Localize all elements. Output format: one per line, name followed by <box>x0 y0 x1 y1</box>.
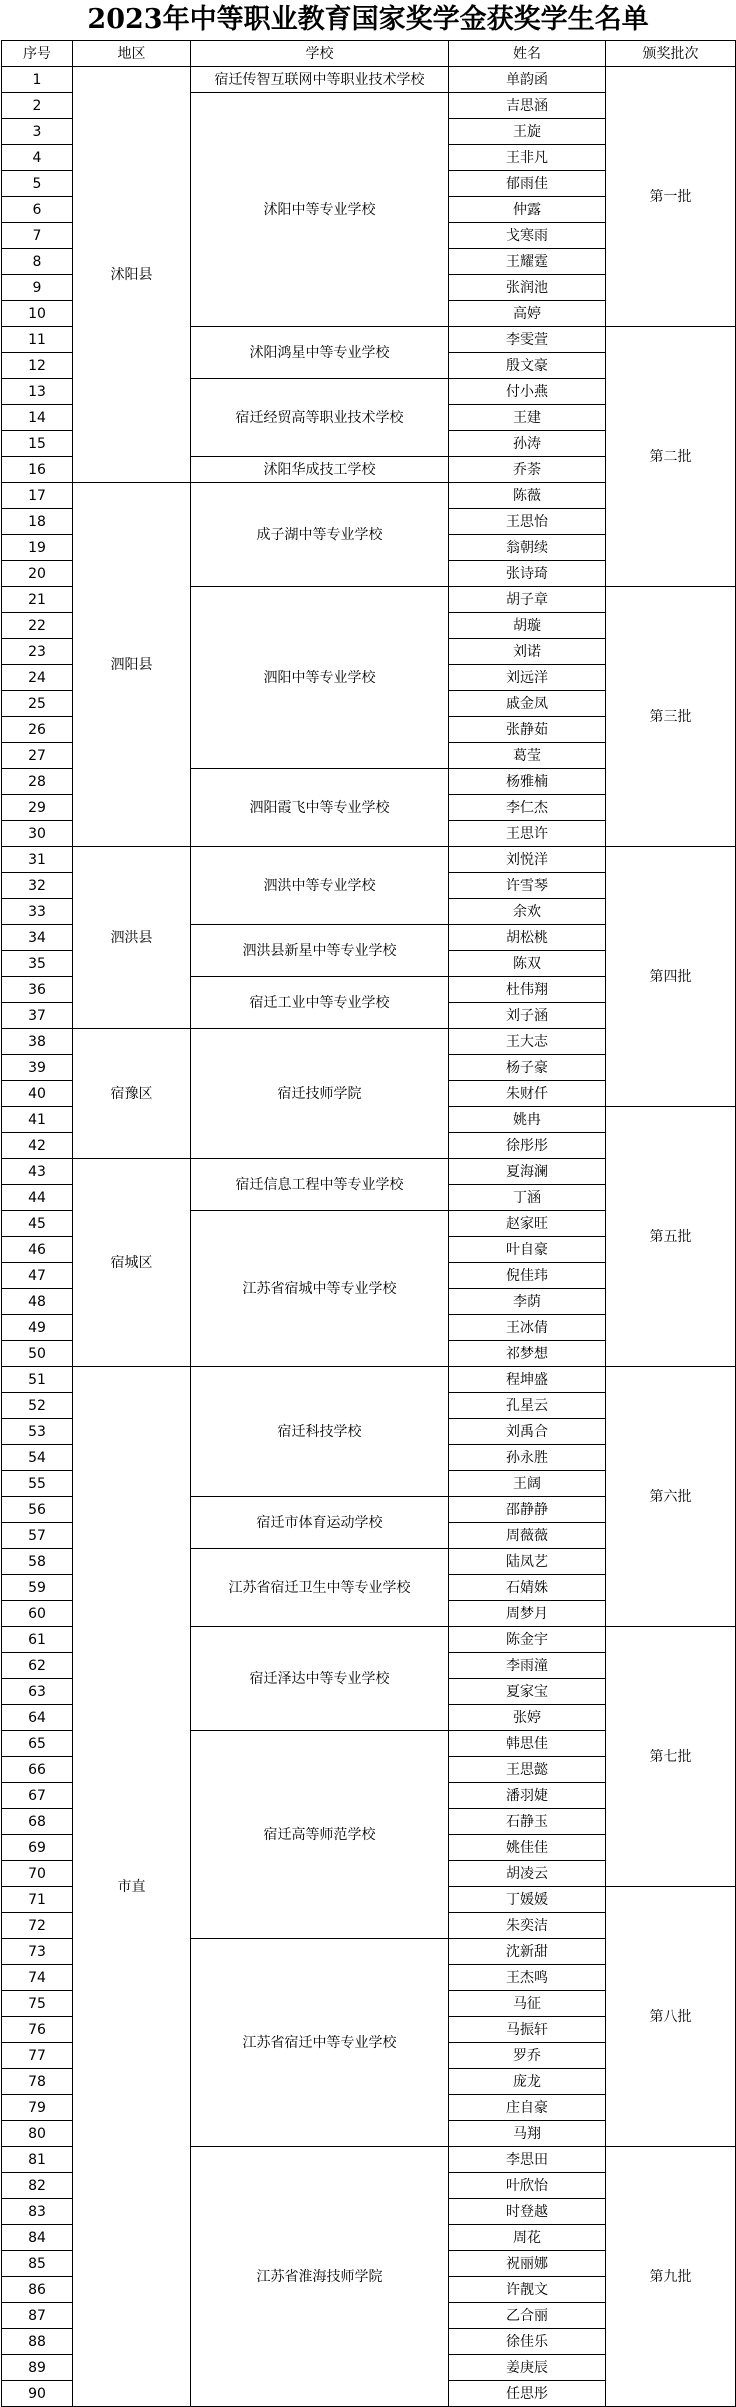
school-cell: 沭阳鸿星中等专业学校 <box>191 327 449 379</box>
seq-cell: 90 <box>2 2381 73 2407</box>
student-name-cell: 陈金宇 <box>449 1627 606 1653</box>
student-name-cell: 徐彤彤 <box>449 1133 606 1159</box>
school-cell: 泗洪县新星中等专业学校 <box>191 925 449 977</box>
student-name-cell: 许靓文 <box>449 2277 606 2303</box>
seq-cell: 24 <box>2 665 73 691</box>
student-name-cell: 刘禹合 <box>449 1419 606 1445</box>
seq-cell: 60 <box>2 1601 73 1627</box>
seq-cell: 68 <box>2 1809 73 1835</box>
student-name-cell: 许雪琴 <box>449 873 606 899</box>
seq-cell: 77 <box>2 2043 73 2069</box>
seq-cell: 70 <box>2 1861 73 1887</box>
seq-cell: 81 <box>2 2147 73 2173</box>
seq-cell: 73 <box>2 1939 73 1965</box>
student-name-cell: 庞龙 <box>449 2069 606 2095</box>
seq-cell: 28 <box>2 769 73 795</box>
table-header-row <box>2 41 736 67</box>
student-name-cell: 张诗琦 <box>449 561 606 587</box>
seq-cell: 18 <box>2 509 73 535</box>
table-row <box>2 1367 736 1393</box>
seq-cell: 41 <box>2 1107 73 1133</box>
seq-cell: 56 <box>2 1497 73 1523</box>
seq-cell: 17 <box>2 483 73 509</box>
seq-cell: 48 <box>2 1289 73 1315</box>
seq-cell: 75 <box>2 1991 73 2017</box>
seq-cell: 64 <box>2 1705 73 1731</box>
student-name-cell: 马征 <box>449 1991 606 2017</box>
school-cell: 宿迁经贸高等职业技术学校 <box>191 379 449 457</box>
student-name-cell: 马振轩 <box>449 2017 606 2043</box>
student-name-cell: 祝丽娜 <box>449 2251 606 2277</box>
student-name-cell: 刘悦洋 <box>449 847 606 873</box>
student-name-cell: 付小燕 <box>449 379 606 405</box>
student-name-cell: 石静玉 <box>449 1809 606 1835</box>
student-name-cell: 王非凡 <box>449 145 606 171</box>
student-name-cell: 乙合丽 <box>449 2303 606 2329</box>
table-row <box>2 847 736 873</box>
student-name-cell: 张婷 <box>449 1705 606 1731</box>
seq-cell: 15 <box>2 431 73 457</box>
seq-cell: 79 <box>2 2095 73 2121</box>
student-name-cell: 周花 <box>449 2225 606 2251</box>
school-cell: 江苏省淮海技师学院 <box>191 2147 449 2407</box>
student-name-cell: 马翔 <box>449 2121 606 2147</box>
region-cell: 沭阳县 <box>73 67 191 483</box>
student-name-cell: 叶自豪 <box>449 1237 606 1263</box>
student-name-cell: 庄自豪 <box>449 2095 606 2121</box>
seq-cell: 61 <box>2 1627 73 1653</box>
student-name-cell: 叶欣怡 <box>449 2173 606 2199</box>
school-cell: 宿迁科技学校 <box>191 1367 449 1497</box>
seq-cell: 33 <box>2 899 73 925</box>
student-name-cell: 刘子涵 <box>449 1003 606 1029</box>
student-name-cell: 戈寒雨 <box>449 223 606 249</box>
student-name-cell: 胡璇 <box>449 613 606 639</box>
student-name-cell: 余欢 <box>449 899 606 925</box>
student-name-cell: 仲露 <box>449 197 606 223</box>
seq-cell: 20 <box>2 561 73 587</box>
header-seq: 序号 <box>2 41 73 67</box>
seq-cell: 26 <box>2 717 73 743</box>
header-batch: 颁奖批次 <box>606 41 736 67</box>
batch-cell: 第五批 <box>606 1107 736 1367</box>
seq-cell: 47 <box>2 1263 73 1289</box>
student-name-cell: 周梦月 <box>449 1601 606 1627</box>
seq-cell: 32 <box>2 873 73 899</box>
seq-cell: 88 <box>2 2329 73 2355</box>
student-name-cell: 李雯萱 <box>449 327 606 353</box>
school-cell: 宿迁传智互联网中等职业技术学校 <box>191 67 449 93</box>
student-name-cell: 李仁杰 <box>449 795 606 821</box>
seq-cell: 69 <box>2 1835 73 1861</box>
batch-cell: 第三批 <box>606 587 736 847</box>
seq-cell: 27 <box>2 743 73 769</box>
seq-cell: 5 <box>2 171 73 197</box>
student-name-cell: 周薇薇 <box>449 1523 606 1549</box>
student-name-cell: 朱奕洁 <box>449 1913 606 1939</box>
school-cell: 泗阳霞飞中等专业学校 <box>191 769 449 847</box>
school-cell: 成子湖中等专业学校 <box>191 483 449 587</box>
student-name-cell: 单韵函 <box>449 67 606 93</box>
student-name-cell: 丁涵 <box>449 1185 606 1211</box>
school-cell: 宿迁工业中等专业学校 <box>191 977 449 1029</box>
student-name-cell: 徐佳乐 <box>449 2329 606 2355</box>
seq-cell: 44 <box>2 1185 73 1211</box>
student-name-cell: 张润池 <box>449 275 606 301</box>
batch-cell: 第一批 <box>606 67 736 327</box>
student-name-cell: 夏家宝 <box>449 1679 606 1705</box>
seq-cell: 42 <box>2 1133 73 1159</box>
student-name-cell: 姚佳佳 <box>449 1835 606 1861</box>
seq-cell: 86 <box>2 2277 73 2303</box>
seq-cell: 46 <box>2 1237 73 1263</box>
student-name-cell: 任思彤 <box>449 2381 606 2407</box>
student-name-cell: 胡松桃 <box>449 925 606 951</box>
student-name-cell: 孙永胜 <box>449 1445 606 1471</box>
student-name-cell: 李思田 <box>449 2147 606 2173</box>
school-cell: 宿迁泽达中等专业学校 <box>191 1627 449 1731</box>
region-cell: 泗阳县 <box>73 483 191 847</box>
seq-cell: 19 <box>2 535 73 561</box>
student-name-cell: 祁梦想 <box>449 1341 606 1367</box>
school-cell: 宿迁高等师范学校 <box>191 1731 449 1939</box>
seq-cell: 9 <box>2 275 73 301</box>
student-name-cell: 王建 <box>449 405 606 431</box>
student-name-cell: 王思懿 <box>449 1757 606 1783</box>
student-name-cell: 李雨潼 <box>449 1653 606 1679</box>
seq-cell: 6 <box>2 197 73 223</box>
seq-cell: 67 <box>2 1783 73 1809</box>
seq-cell: 85 <box>2 2251 73 2277</box>
seq-cell: 22 <box>2 613 73 639</box>
student-name-cell: 孙涛 <box>449 431 606 457</box>
winner-list-table <box>1 40 736 2407</box>
seq-cell: 40 <box>2 1081 73 1107</box>
student-name-cell: 李荫 <box>449 1289 606 1315</box>
school-cell: 宿迁技师学院 <box>191 1029 449 1159</box>
student-name-cell: 朱财仟 <box>449 1081 606 1107</box>
student-name-cell: 邵静静 <box>449 1497 606 1523</box>
seq-cell: 59 <box>2 1575 73 1601</box>
student-name-cell: 姚冉 <box>449 1107 606 1133</box>
student-name-cell: 王旋 <box>449 119 606 145</box>
batch-cell: 第七批 <box>606 1627 736 1887</box>
student-name-cell: 吉思涵 <box>449 93 606 119</box>
seq-cell: 25 <box>2 691 73 717</box>
student-name-cell: 倪佳玮 <box>449 1263 606 1289</box>
seq-cell: 52 <box>2 1393 73 1419</box>
seq-cell: 3 <box>2 119 73 145</box>
seq-cell: 31 <box>2 847 73 873</box>
student-name-cell: 夏海澜 <box>449 1159 606 1185</box>
student-name-cell: 戚金凤 <box>449 691 606 717</box>
student-name-cell: 潘羽婕 <box>449 1783 606 1809</box>
seq-cell: 54 <box>2 1445 73 1471</box>
student-name-cell: 高婷 <box>449 301 606 327</box>
page-title: 2023年中等职业教育国家奖学金获奖学生名单 <box>87 4 649 35</box>
student-name-cell: 丁媛媛 <box>449 1887 606 1913</box>
student-name-cell: 杜伟翔 <box>449 977 606 1003</box>
seq-cell: 12 <box>2 353 73 379</box>
student-name-cell: 刘远洋 <box>449 665 606 691</box>
school-cell: 江苏省宿迁卫生中等专业学校 <box>191 1549 449 1627</box>
seq-cell: 8 <box>2 249 73 275</box>
seq-cell: 58 <box>2 1549 73 1575</box>
student-name-cell: 杨子豪 <box>449 1055 606 1081</box>
seq-cell: 53 <box>2 1419 73 1445</box>
seq-cell: 71 <box>2 1887 73 1913</box>
student-name-cell: 沈新甜 <box>449 1939 606 1965</box>
student-name-cell: 翁朝续 <box>449 535 606 561</box>
student-name-cell: 时登越 <box>449 2199 606 2225</box>
student-name-cell: 王杰鸣 <box>449 1965 606 1991</box>
school-cell: 泗洪中等专业学校 <box>191 847 449 925</box>
header-school: 学校 <box>191 41 449 67</box>
student-name-cell: 刘诺 <box>449 639 606 665</box>
student-name-cell: 郁雨佳 <box>449 171 606 197</box>
seq-cell: 76 <box>2 2017 73 2043</box>
seq-cell: 51 <box>2 1367 73 1393</box>
seq-cell: 72 <box>2 1913 73 1939</box>
seq-cell: 65 <box>2 1731 73 1757</box>
seq-cell: 55 <box>2 1471 73 1497</box>
seq-cell: 87 <box>2 2303 73 2329</box>
header-name: 姓名 <box>449 41 606 67</box>
seq-cell: 21 <box>2 587 73 613</box>
seq-cell: 16 <box>2 457 73 483</box>
region-cell: 宿城区 <box>73 1159 191 1367</box>
student-name-cell: 王冰倩 <box>449 1315 606 1341</box>
student-name-cell: 罗乔 <box>449 2043 606 2069</box>
student-name-cell: 杨雅楠 <box>449 769 606 795</box>
seq-cell: 80 <box>2 2121 73 2147</box>
batch-cell: 第四批 <box>606 847 736 1107</box>
seq-cell: 84 <box>2 2225 73 2251</box>
table-body <box>2 67 736 2407</box>
school-cell: 江苏省宿迁中等专业学校 <box>191 1939 449 2147</box>
seq-cell: 34 <box>2 925 73 951</box>
header-region: 地区 <box>73 41 191 67</box>
seq-cell: 74 <box>2 1965 73 1991</box>
school-cell: 江苏省宿城中等专业学校 <box>191 1211 449 1367</box>
student-name-cell: 张静茹 <box>449 717 606 743</box>
student-name-cell: 陈双 <box>449 951 606 977</box>
seq-cell: 39 <box>2 1055 73 1081</box>
seq-cell: 36 <box>2 977 73 1003</box>
seq-cell: 83 <box>2 2199 73 2225</box>
student-name-cell: 葛莹 <box>449 743 606 769</box>
student-name-cell: 乔荼 <box>449 457 606 483</box>
school-cell: 宿迁市体育运动学校 <box>191 1497 449 1549</box>
student-name-cell: 陆凤艺 <box>449 1549 606 1575</box>
batch-cell: 第九批 <box>606 2147 736 2407</box>
student-name-cell: 王思许 <box>449 821 606 847</box>
batch-cell: 第六批 <box>606 1367 736 1627</box>
seq-cell: 4 <box>2 145 73 171</box>
seq-cell: 43 <box>2 1159 73 1185</box>
student-name-cell: 胡凌云 <box>449 1861 606 1887</box>
seq-cell: 29 <box>2 795 73 821</box>
school-cell: 泗阳中等专业学校 <box>191 587 449 769</box>
seq-cell: 10 <box>2 301 73 327</box>
seq-cell: 66 <box>2 1757 73 1783</box>
student-name-cell: 王阔 <box>449 1471 606 1497</box>
region-cell: 泗洪县 <box>73 847 191 1029</box>
seq-cell: 89 <box>2 2355 73 2381</box>
student-name-cell: 王大志 <box>449 1029 606 1055</box>
seq-cell: 14 <box>2 405 73 431</box>
seq-cell: 1 <box>2 67 73 93</box>
student-name-cell: 石婧姝 <box>449 1575 606 1601</box>
school-cell: 沭阳华成技工学校 <box>191 457 449 483</box>
seq-cell: 2 <box>2 93 73 119</box>
batch-cell: 第八批 <box>606 1887 736 2147</box>
seq-cell: 78 <box>2 2069 73 2095</box>
seq-cell: 38 <box>2 1029 73 1055</box>
seq-cell: 23 <box>2 639 73 665</box>
student-name-cell: 姜庚辰 <box>449 2355 606 2381</box>
student-name-cell: 程坤盛 <box>449 1367 606 1393</box>
seq-cell: 57 <box>2 1523 73 1549</box>
seq-cell: 63 <box>2 1679 73 1705</box>
region-cell: 宿豫区 <box>73 1029 191 1159</box>
school-cell: 沭阳中等专业学校 <box>191 93 449 327</box>
seq-cell: 45 <box>2 1211 73 1237</box>
batch-cell: 第二批 <box>606 327 736 587</box>
student-name-cell: 韩思佳 <box>449 1731 606 1757</box>
student-name-cell: 王耀霆 <box>449 249 606 275</box>
student-name-cell: 赵家旺 <box>449 1211 606 1237</box>
seq-cell: 62 <box>2 1653 73 1679</box>
seq-cell: 13 <box>2 379 73 405</box>
student-name-cell: 胡子章 <box>449 587 606 613</box>
region-cell: 市直 <box>73 1367 191 2407</box>
school-cell: 宿迁信息工程中等专业学校 <box>191 1159 449 1211</box>
seq-cell: 37 <box>2 1003 73 1029</box>
student-name-cell: 陈薇 <box>449 483 606 509</box>
seq-cell: 50 <box>2 1341 73 1367</box>
seq-cell: 35 <box>2 951 73 977</box>
seq-cell: 7 <box>2 223 73 249</box>
table-row <box>2 67 736 93</box>
seq-cell: 49 <box>2 1315 73 1341</box>
seq-cell: 82 <box>2 2173 73 2199</box>
seq-cell: 30 <box>2 821 73 847</box>
student-name-cell: 殷文豪 <box>449 353 606 379</box>
student-name-cell: 孔星云 <box>449 1393 606 1419</box>
seq-cell: 11 <box>2 327 73 353</box>
student-name-cell: 王思怡 <box>449 509 606 535</box>
